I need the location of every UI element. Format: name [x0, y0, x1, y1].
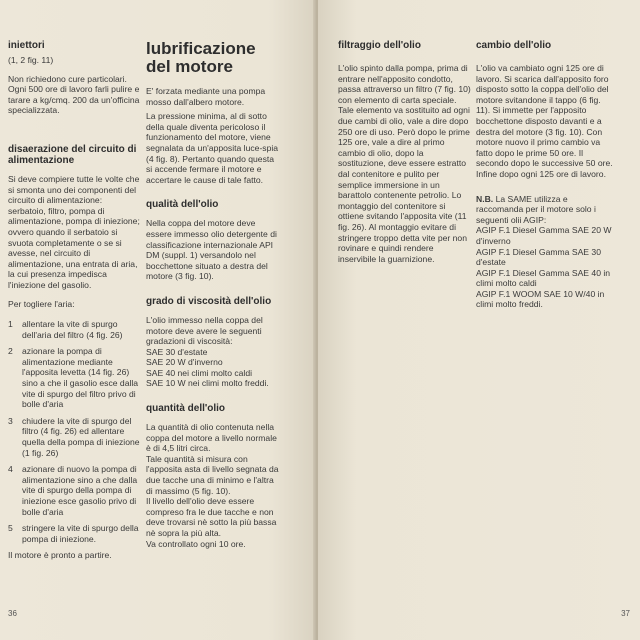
- step-text: chiudere la vite di spurgo del filtro (4 fig. 26) ed allentare quella della pompa di iniezione (1 fig. 26): [22, 415, 140, 458]
- step-number: 2: [8, 346, 13, 357]
- quantita-paragraph-3: Il livello dell'olio deve essere compreso fra le due tacche e non deve trovarsi nè sotto la più bassa nè sopra la più alta.: [146, 496, 277, 538]
- iniettori-paragraph: Non richiedono cure particolari. Ogni 500 ore di lavoro farli pulire e tarare a kg/cmq. 200 da un'officina specializzata.: [8, 73, 140, 116]
- filtraggio-paragraph: L'olio spinto dalla pompa, prima di entrare nell'apposito condotto, passa attraverso un filtro (7 fig. 10) con elemento di carta speciale. Tale elemento va sostituito ad ogni due cambi di olio, vale a dire dopo 250 ore di uso. Però dopo le prime 125 ore, vale a dire al primo cambio di olio, dopo la sostituzione, deve essere estratto dal contenitore e pulito per semplice immersione in un barattolo contenente petrolio. Lo montaggio del contenitore si ottiene svitando l'apposita vite (11 fig. 26). Al montaggio evitare di stringere troppo detta vite per non rovinare e quindi rendere inservibile la guarnizione.: [338, 63, 471, 264]
- step-item: [8, 319, 142, 340]
- disaerazione-steps: [8, 319, 142, 544]
- step-number: 1: [8, 319, 13, 330]
- grado-line: SAE 20 W d'inverno: [146, 357, 223, 368]
- step-text: allentare la vite di spurgo dell'aria del filtro (4 fig. 26): [22, 319, 123, 340]
- step-number: 3: [8, 415, 13, 426]
- cambio-paragraph: L'olio va cambiato ogni 125 ore di lavoro. Si scarica dall'apposito foro disposto sotto la coppa dell'olio del motore svitandone il tappo (6 fig. 11). Si immette per l'apposito bocchettone disposto davanti e a destra del motore (3 fig. 10). Con motore nuovo il primo cambio va fatto dopo le prime 50 ore. Il secondo dopo le successive 50 ore. Infine dopo ogni 125 ore di lavoro.: [476, 63, 613, 179]
- qualita-paragraph: Nella coppa del motore deve essere immesso olio detergente di classificazione internazionale API DM (suppl. 1) versandolo nel bocchettone situato a destra del motore (3 fig. 10).: [146, 218, 277, 282]
- step-number: 5: [8, 523, 13, 534]
- step-text: azionare di nuovo la pompa di alimentazione sino a che dalla vite di spurgo della pompa di iniezione esce gasolio privo di bolle d'aria: [22, 464, 138, 517]
- nb-paragraph: [476, 194, 614, 226]
- grado-line: SAE 10 W nei climi molto freddi.: [146, 378, 269, 389]
- quantita-paragraph-4: Va controllato ogni 10 ore.: [146, 538, 246, 549]
- step-text: azionare la pompa di alimentazione mediante l'apposita levetta (14 fig. 26) sino a che il gasolio esce dalla vite di spurgo del filtro privo di bolle d'aria: [22, 346, 139, 410]
- quantita-paragraph-2: Tale quantità si misura con l'apposita asta di livello segnata da due tacche una di minimo e l'altra di massimo (5 fig. 10).: [146, 453, 279, 496]
- left-page: [0, 0, 316, 640]
- final-note: Il motore è pronto a partire.: [8, 550, 112, 561]
- step-text: stringere la vite di spurgo della pompa di iniezione.: [22, 523, 139, 544]
- oil-item: AGIP F.1 WOOM SAE 10 W/40 in climi molto freddi.: [476, 288, 605, 310]
- grado-heading: grado di viscosità dell'olio: [146, 295, 272, 307]
- step-item: [8, 416, 142, 458]
- step-number: 4: [8, 464, 13, 475]
- left-column-2: [146, 40, 280, 553]
- right-column-1: [338, 40, 472, 268]
- right-page: [318, 0, 640, 640]
- step-item: [8, 346, 142, 410]
- step-item: [8, 464, 142, 517]
- page-number-right: 37: [621, 609, 630, 618]
- per-togliere-label: Per togliere l'aria:: [8, 298, 75, 309]
- disaerazione-heading: disaerazione del circuito di alimentazione: [8, 143, 137, 166]
- cambio-heading: cambio dell'olio: [476, 40, 552, 51]
- grado-paragraph: L'olio immesso nella coppa del motore deve avere le seguenti gradazioni di viscosità:: [146, 314, 263, 347]
- disaerazione-paragraph: Si deve compiere tutte le volte che si smonta uno dei componenti del circuito di alimentazione: serbatoio, filtro, pompa di alimentazione, pompa di iniezione; ovvero quando il serbatoio si svuota completamente o se si avesse, nel circuito di alimentazione, una entrata di aria, la cui presenza impedisca l'iniezione del gasolio.: [8, 173, 140, 290]
- grado-line: SAE 30 d'estate: [146, 346, 208, 357]
- page-title: lubrificazione del motore: [146, 39, 256, 76]
- nb-text: La SAME utilizza e raccomanda per il motore solo i seguenti olii AGIP:: [476, 193, 596, 225]
- grado-line: SAE 40 nei climi molto caldi: [146, 367, 253, 378]
- iniettori-subheading: (1, 2 fig. 11): [8, 55, 54, 65]
- quantita-paragraph-1: La quantità di olio contenuta nella coppa del motore a livello normale è di 4,5 litri circa.: [146, 422, 277, 454]
- lubrificazione-intro-2: La pressione minima, al di sotto della quale diventa pericoloso il funzionamento del motore, viene segnalata da un'apposita luce-spia (4 fig. 8). Pertanto quando questa si accende fermare il motore e accertare le cause di tale fatto.: [146, 111, 279, 185]
- oil-item: AGIP F.1 Diesel Gamma SAE 30 d'estate: [476, 246, 601, 268]
- filtraggio-heading: filtraggio dell'olio: [338, 40, 421, 51]
- qualita-heading: qualità dell'olio: [146, 199, 219, 211]
- oil-item: AGIP F.1 Diesel Gamma SAE 40 in climi molto caldi: [476, 267, 611, 289]
- iniettori-heading: iniettori: [8, 40, 45, 51]
- page-number-left: 36: [8, 609, 17, 618]
- lubrificazione-intro-1: E' forzata mediante una pompa mosso dall'albero motore.: [146, 86, 266, 107]
- nb-label: N.B.: [476, 193, 494, 204]
- oil-item: AGIP F.1 Diesel Gamma SAE 20 W d'inverno: [476, 225, 612, 246]
- step-item: [8, 523, 142, 544]
- right-column-2: [476, 40, 614, 310]
- quantita-heading: quantità dell'olio: [146, 403, 226, 415]
- left-column-1: [8, 40, 142, 565]
